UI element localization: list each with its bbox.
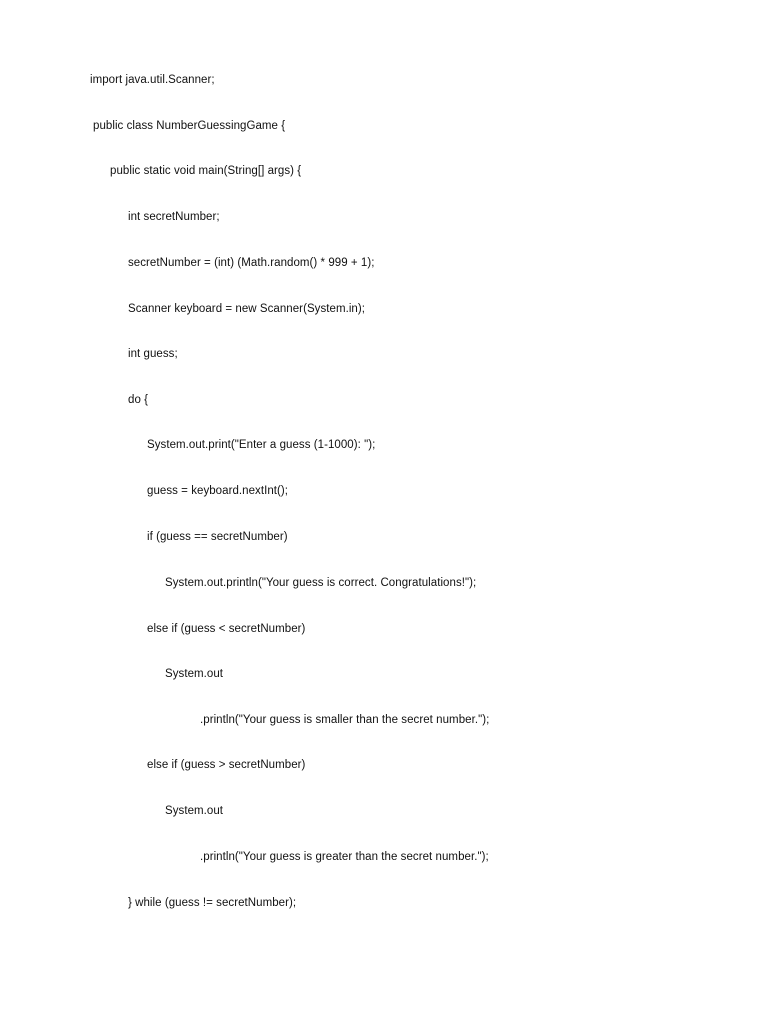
code-line-scanner: Scanner keyboard = new Scanner(System.in); <box>128 303 366 315</box>
code-line-while: } while (guess != secretNumber); <box>128 897 297 909</box>
code-line-println-greater: .println("Your guess is greater than the secret number."); <box>200 851 489 863</box>
code-line-secret-assignment: secretNumber = (int) (Math.random() * 999 + 1); <box>128 257 375 269</box>
code-line-guess-declaration: int guess; <box>128 348 178 360</box>
code-line-read-guess: guess = keyboard.nextInt(); <box>147 485 289 497</box>
code-line-system-out-2: System.out <box>165 805 224 817</box>
code-line-main-method: public static void main(String[] args) { <box>110 165 302 177</box>
code-line-class-declaration: public class NumberGuessingGame { <box>93 120 286 132</box>
code-line-system-out-1: System.out <box>165 668 224 680</box>
code-line-println-correct: System.out.println("Your guess is correct. Congratulations!"); <box>165 577 477 589</box>
code-line-else-if-smaller: else if (guess < secretNumber) <box>147 623 306 635</box>
code-line-else-if-greater: else if (guess > secretNumber) <box>147 759 306 771</box>
code-line-if-equal: if (guess == secretNumber) <box>147 531 288 543</box>
code-line-secret-declaration: int secretNumber; <box>128 211 220 223</box>
code-line-print-prompt: System.out.print("Enter a guess (1-1000): "); <box>147 439 376 451</box>
code-line-println-smaller: .println("Your guess is smaller than the secret number."); <box>200 714 490 726</box>
code-line-import: import java.util.Scanner; <box>90 74 215 86</box>
code-line-do: do { <box>128 394 149 406</box>
